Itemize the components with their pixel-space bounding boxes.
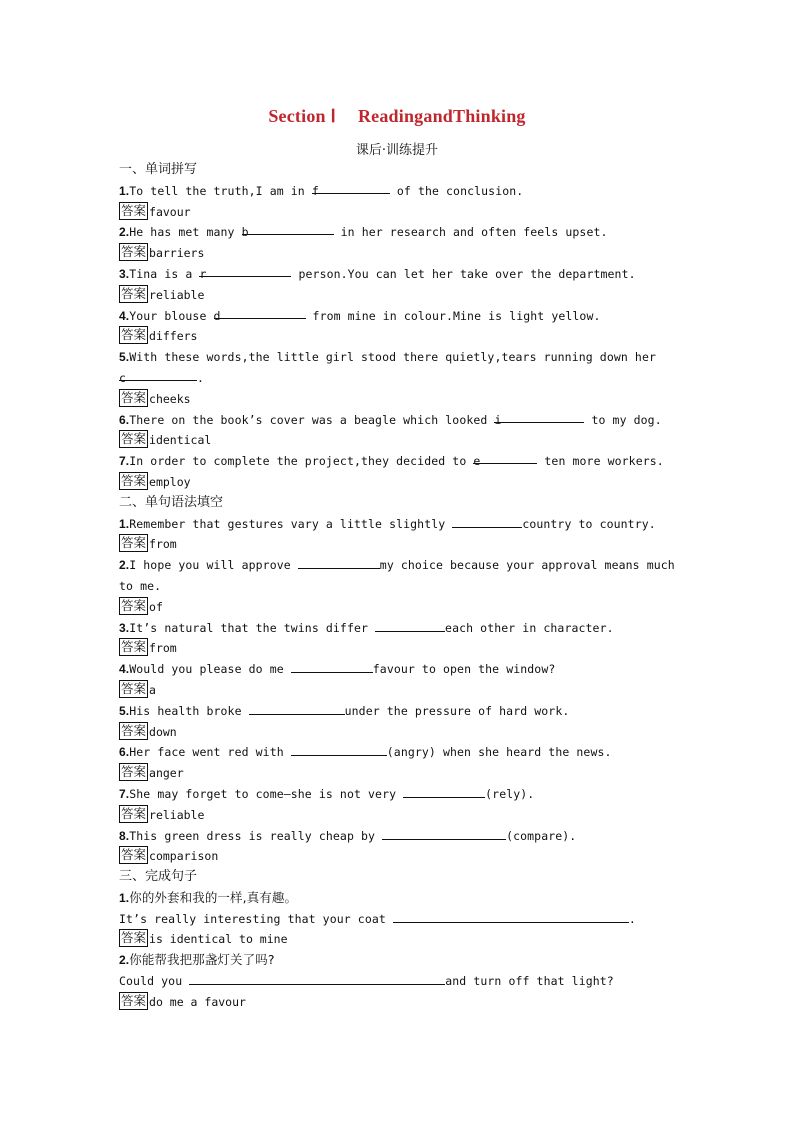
answer-row	[119, 846, 679, 867]
answer-row	[119, 597, 679, 618]
answer-row	[119, 992, 679, 1013]
answer-text: reliable	[149, 287, 205, 302]
answer-blank	[382, 827, 506, 840]
answer-tag: 答案	[121, 680, 147, 696]
question-p2-1: 1.Remember that gestures vary a little slightly country to country.	[119, 516, 656, 531]
answer-row	[119, 430, 679, 451]
question-p2-2-cont: to me.	[119, 578, 162, 593]
answer-row	[119, 680, 679, 701]
answer-text: do me a favour	[149, 994, 246, 1009]
answer-row	[119, 929, 679, 950]
answer-text: cheeks	[149, 391, 191, 406]
answer-blank	[291, 743, 387, 756]
answer-tag: 答案	[121, 805, 147, 821]
question-p2-4: 4.Would you please do me favour to open the window?	[119, 662, 556, 677]
part1-heading: 一、单词拼写	[119, 162, 198, 177]
question-p3-1: It’s really interesting that your coat .	[119, 911, 636, 926]
answer-text: anger	[149, 766, 184, 781]
answer-blank	[452, 515, 522, 528]
answer-tag: 答案	[121, 472, 147, 488]
answer-text: favour	[149, 204, 191, 219]
answer-blank	[249, 702, 345, 715]
answer-blank	[393, 910, 629, 923]
question-p2-2: 2.I hope you will approve my choice because your approval means much	[119, 558, 675, 573]
question-p1-5: 5.With these words,the little girl stood there quietly,tears running down her	[119, 350, 656, 365]
question-p1-7: 7.In order to complete the project,they decided to e ten more workers.	[119, 451, 679, 472]
answer-tag: 答案	[121, 992, 147, 1008]
page-subtitle: 课后·训练提升	[355, 143, 439, 158]
answer-tag: 答案	[121, 764, 147, 780]
question-p2-8: 8.This green dress is really cheap by (compare).	[119, 828, 577, 843]
answer-row	[119, 638, 679, 659]
answer-tag: 答案	[121, 535, 147, 551]
answer-text: employ	[149, 474, 191, 489]
answer-text: reliable	[149, 807, 205, 822]
answer-tag: 答案	[121, 285, 147, 301]
question-p1-2: 2.He has met many b in her research and often feels upset.	[119, 222, 679, 243]
answer-text: down	[149, 724, 177, 739]
answer-row	[119, 472, 679, 493]
question-p3-1-chinese: 1.你的外套和我的一样,真有趣。	[119, 889, 298, 905]
answer-row	[119, 763, 679, 784]
answer-row	[119, 243, 679, 264]
answer-tag: 答案	[121, 327, 147, 343]
answer-tag: 答案	[121, 847, 147, 863]
answer-text: comparison	[149, 849, 219, 864]
answer-blank: e	[473, 451, 537, 464]
question-p1-5-cont: c .	[119, 368, 679, 389]
page-title	[0, 106, 794, 127]
question-p2-3: 3.It’s natural that the twins differ each other in character.	[119, 620, 614, 635]
answer-tag: 答案	[121, 930, 147, 946]
section-number: Section Ⅰ	[268, 106, 336, 126]
answer-tag: 答案	[121, 244, 147, 260]
answer-text: is identical to mine	[149, 932, 288, 947]
question-p3-2-chinese: 2.你能帮我把那盏灯关了吗?	[119, 952, 275, 968]
question-p2-6: 6.Her face went red with (angry) when she heard the news.	[119, 745, 612, 760]
question-p1-6: 6.There on the book’s cover was a beagle which looked i to my dog.	[119, 410, 679, 431]
answer-tag: 答案	[121, 639, 147, 655]
answer-text: barriers	[149, 246, 205, 261]
answer-tag: 答案	[121, 431, 147, 447]
answer-blank	[375, 619, 445, 632]
question-p2-7: 7.She may forget to come—she is not very (rely).	[119, 786, 535, 801]
answer-blank: d	[214, 306, 306, 319]
worksheet-content	[119, 160, 679, 1013]
answer-blank: f	[312, 181, 390, 194]
answer-blank: i	[494, 410, 584, 423]
answer-text: identical	[149, 433, 212, 448]
answer-text: a	[149, 682, 156, 697]
answer-row	[119, 389, 679, 410]
question-p1-4: 4.Your blouse d from mine in colour.Mine is light yellow.	[119, 306, 679, 327]
answer-text: from	[149, 537, 177, 552]
answer-tag: 答案	[121, 597, 147, 613]
question-p1-3: 3.Tina is a r person.You can let her take over the department.	[119, 264, 679, 285]
answer-row	[119, 805, 679, 826]
answer-blank	[291, 660, 373, 673]
answer-blank: b	[242, 222, 334, 235]
answer-row	[119, 285, 679, 306]
question-p2-5: 5.His health broke under the pressure of hard work.	[119, 703, 570, 718]
answer-blank: r	[199, 264, 291, 277]
answer-row	[119, 202, 679, 223]
answer-row	[119, 534, 679, 555]
answer-text: differs	[149, 329, 198, 344]
answer-blank	[298, 556, 380, 569]
answer-row	[119, 326, 679, 347]
part2-heading: 二、单句语法填空	[119, 494, 224, 510]
answer-tag: 答案	[121, 389, 147, 405]
part3-heading: 三、完成句子	[119, 869, 198, 885]
question-p3-2: Could you and turn off that light?	[119, 974, 614, 989]
answer-tag: 答案	[121, 722, 147, 738]
answer-row	[119, 722, 679, 743]
answer-blank	[189, 972, 445, 985]
answer-blank: c	[119, 368, 197, 381]
answer-blank	[403, 785, 485, 798]
answer-text: from	[149, 641, 177, 656]
answer-text: of	[149, 599, 163, 614]
answer-tag: 答案	[121, 202, 147, 218]
question-p1-1: 1.To tell the truth,I am in f of the conclusion.	[119, 181, 679, 202]
section-title: ReadingandThinking	[357, 106, 526, 126]
